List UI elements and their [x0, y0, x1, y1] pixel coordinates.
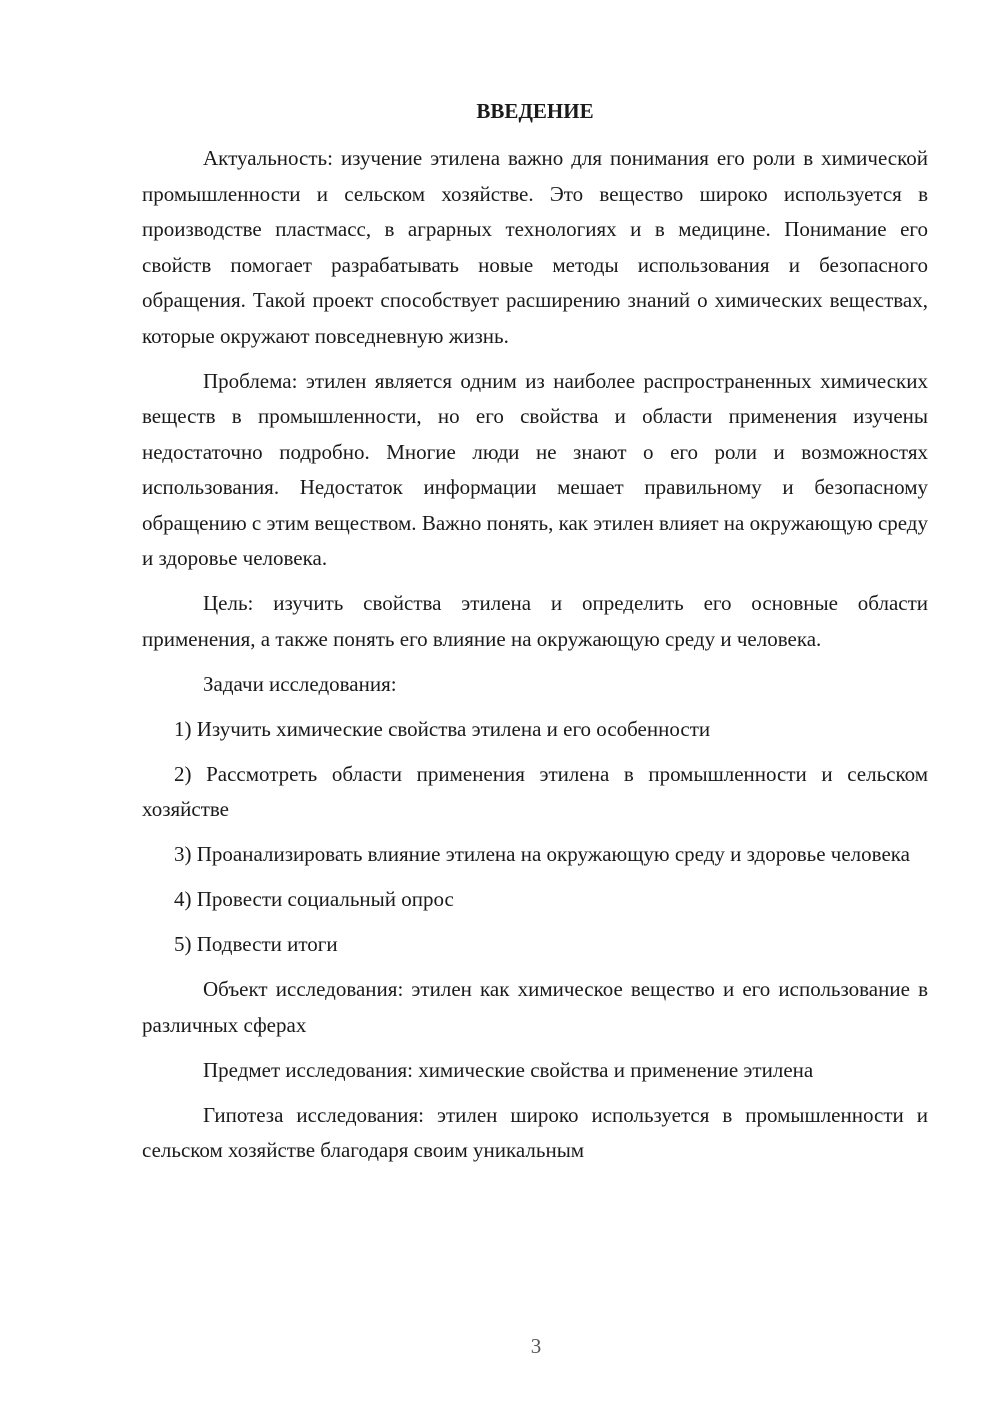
task-item-1: 1) Изучить химические свойства этилена и его особенности — [174, 716, 711, 741]
paragraph-tasks-heading: Задачи исследования: — [203, 671, 397, 696]
body-text — [142, 141, 928, 1178]
task-item-5: 5) Подвести итоги — [174, 932, 338, 956]
task-item-2: 2) Рассмотреть области применения этилена в промышленности и сельском хозяйстве — [142, 761, 928, 821]
paragraph-subject: Предмет исследования: химические свойства и применение этилена — [203, 1057, 814, 1082]
paragraph-object: Объект исследования: этилен как химическое вещество и его использование в различных сферах — [142, 977, 928, 1037]
section-title: ВВЕДЕНИЕ — [476, 99, 594, 123]
task-item-4: 4) Провести социальный опрос — [174, 887, 454, 911]
task-item-3: 3) Проанализировать влияние этилена на окружающую среду и здоровье человека — [174, 842, 910, 866]
page-number: 3 — [530, 1334, 542, 1358]
paragraph-problem: Проблема: этилен является одним из наиболее распространенных химических веществ в промышленности, но его свойства и области применения изучены недостаточно подробно. Многие люди не знают о его роли и возможностях использования. Недостаток информации мешает правильному и безопасному обращению с этим веществом. Важно понять, как этилен влияет на окружающую среду и здоровье человека. — [142, 368, 928, 570]
paragraph-hypothesis: Гипотеза исследования: этилен широко используется в промышленности и сельском хозяйстве благодаря своим уникальным — [142, 1102, 928, 1162]
paragraph-goal: Цель: изучить свойства этилена и определить его основные области применения, а также понять его влияние на окружающую среду и человека. — [142, 591, 928, 651]
paragraph-relevance: Актуальность: изучение этилена важно для понимания его роли в химической промышленности и сельском хозяйстве. Это вещество широко используется в производстве пластмасс, в аграрных технологиях и в медицине. Понимание его свойств помогает разрабатывать новые методы использования и безопасного обращения. Такой проект способствует расширению знаний о химических веществах, которые окружают повседневную жизнь. — [142, 146, 928, 348]
